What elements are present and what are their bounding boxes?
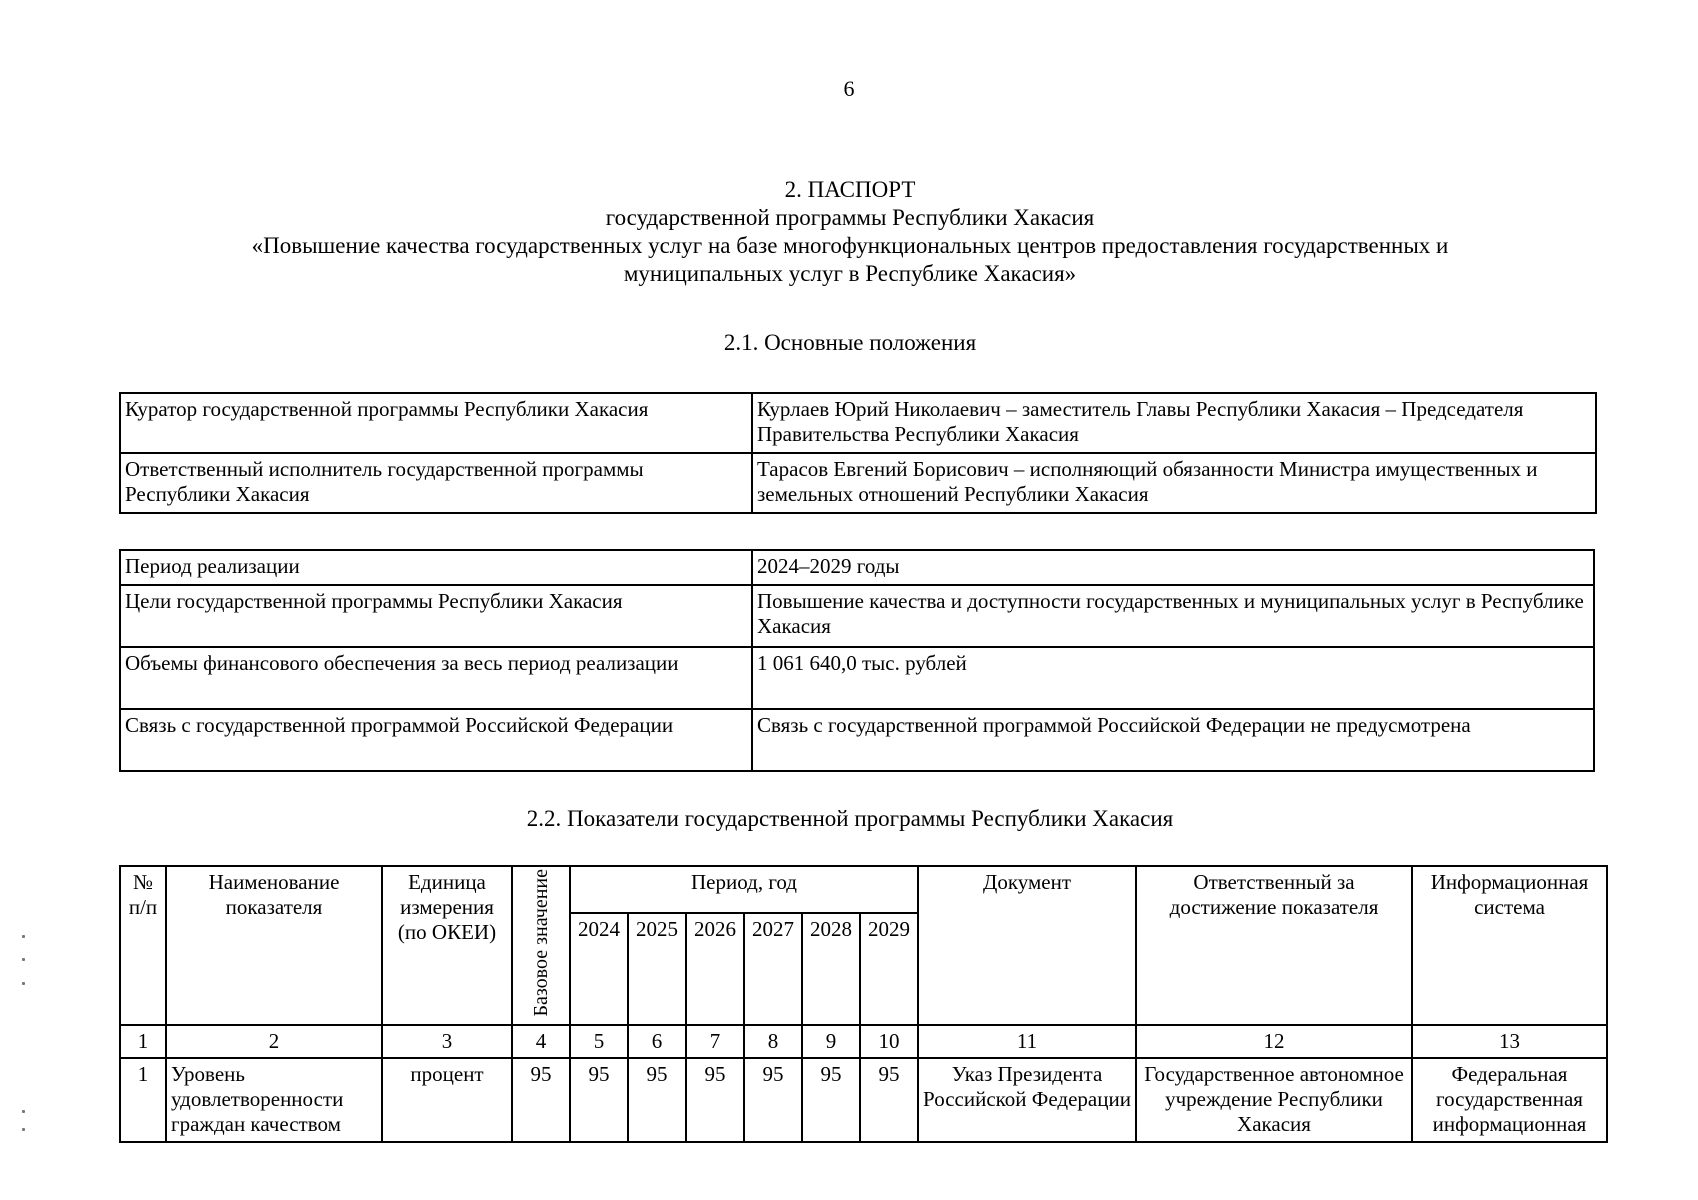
header-year: 2028 (802, 913, 860, 1025)
row-year-value: 95 (570, 1058, 628, 1142)
header-row (120, 866, 1607, 913)
row-label: Связь с государственной программой Российской Федерации (120, 709, 752, 771)
column-number: 4 (512, 1025, 570, 1058)
title-line-1: 2. ПАСПОРТ (784, 177, 916, 202)
column-number: 3 (382, 1025, 512, 1058)
table-row (120, 709, 1594, 771)
row-value: Курлаев Юрий Николаевич – заместитель Главы Республики Хакасия – Председателя Правительства Республики Хакасия (752, 393, 1596, 453)
table-row (120, 550, 1594, 585)
table-row (120, 647, 1594, 709)
column-number: 2 (166, 1025, 382, 1058)
header-responsible: Ответственный за достижение показателя (1136, 866, 1412, 1025)
scan-mark (22, 935, 25, 938)
row-value: Связь с государственной программой Российской Федерации не предусмотрена (752, 709, 1594, 771)
section-heading-main-provisions: 2.1. Основные положения (723, 330, 977, 355)
column-number: 10 (860, 1025, 918, 1058)
row-value: 1 061 640,0 тыс. рублей (752, 647, 1594, 709)
column-number: 1 (120, 1025, 166, 1058)
row-label: Объемы финансового обеспечения за весь период реализации (120, 647, 752, 709)
header-year: 2026 (686, 913, 744, 1025)
header-year: 2024 (570, 913, 628, 1025)
row-document: Указ Президента Российской Федерации (918, 1058, 1136, 1142)
table-row (120, 393, 1596, 453)
indicators-table (119, 865, 1608, 1143)
row-indicator-name: Уровень удовлетворенности граждан качеством (166, 1058, 382, 1142)
row-year-value: 95 (628, 1058, 686, 1142)
program-details-table (119, 549, 1595, 772)
column-number: 12 (1136, 1025, 1412, 1058)
row-num: 1 (120, 1058, 166, 1142)
row-year-value: 95 (686, 1058, 744, 1142)
column-number-row (120, 1025, 1607, 1058)
scan-mark (22, 1110, 25, 1113)
row-label: Цели государственной программы Республики Хакасия (120, 585, 752, 647)
scan-mark (22, 982, 25, 985)
row-responsible: Государственное автономное учреждение Республики Хакасия (1136, 1058, 1412, 1142)
row-label: Куратор государственной программы Республики Хакасия (120, 393, 752, 453)
header-unit: Единица измерения (по ОКЕИ) (382, 866, 512, 1025)
section-heading-indicators: 2.2. Показатели государственной программы Республики Хакасия (526, 806, 1174, 831)
table-row (120, 1058, 1607, 1142)
table-row (120, 453, 1596, 513)
header-base: Базовое значение (530, 869, 552, 1017)
column-number: 13 (1412, 1025, 1607, 1058)
header-document: Документ (918, 866, 1136, 1025)
header-base-cell (512, 866, 570, 1025)
header-year: 2025 (628, 913, 686, 1025)
header-year: 2027 (744, 913, 802, 1025)
row-value: Повышение качества и доступности государственных и муниципальных услуг в Республике Хакасия (752, 585, 1594, 647)
table-row (120, 585, 1594, 647)
title-line-3: «Повышение качества государственных услуг на базе многофункциональных центров предоставления государственных и (251, 233, 1449, 258)
curator-table (119, 392, 1597, 514)
row-base-value: 95 (512, 1058, 570, 1142)
row-label: Ответственный исполнитель государственной программы Республики Хакасия (120, 453, 752, 513)
title-line-4: муниципальных услуг в Республике Хакасия» (623, 261, 1077, 286)
row-year-value: 95 (860, 1058, 918, 1142)
row-label: Период реализации (120, 550, 752, 585)
column-number: 8 (744, 1025, 802, 1058)
row-value: 2024–2029 годы (752, 550, 1594, 585)
scan-mark (22, 1128, 25, 1131)
row-unit: процент (382, 1058, 512, 1142)
title-line-2: государственной программы Республики Хакасия (605, 205, 1095, 230)
column-number: 6 (628, 1025, 686, 1058)
row-year-value: 95 (744, 1058, 802, 1142)
row-value: Тарасов Евгений Борисович – исполняющий обязанности Министра имущественных и земельных отношений Республики Хакасия (752, 453, 1596, 513)
column-number: 5 (570, 1025, 628, 1058)
header-name: Наименование показателя (166, 866, 382, 1025)
column-number: 9 (802, 1025, 860, 1058)
scan-mark (22, 958, 25, 961)
column-number: 11 (918, 1025, 1136, 1058)
passport-title (120, 176, 1580, 288)
column-number: 7 (686, 1025, 744, 1058)
row-info-system: Федеральная государственная информационная (1412, 1058, 1607, 1142)
row-year-value: 95 (802, 1058, 860, 1142)
page-number: 6 (843, 76, 855, 101)
header-num: № п/п (120, 866, 166, 1025)
header-period: Период, год (570, 866, 918, 913)
header-info-system: Информационная система (1412, 866, 1607, 1025)
header-year: 2029 (860, 913, 918, 1025)
